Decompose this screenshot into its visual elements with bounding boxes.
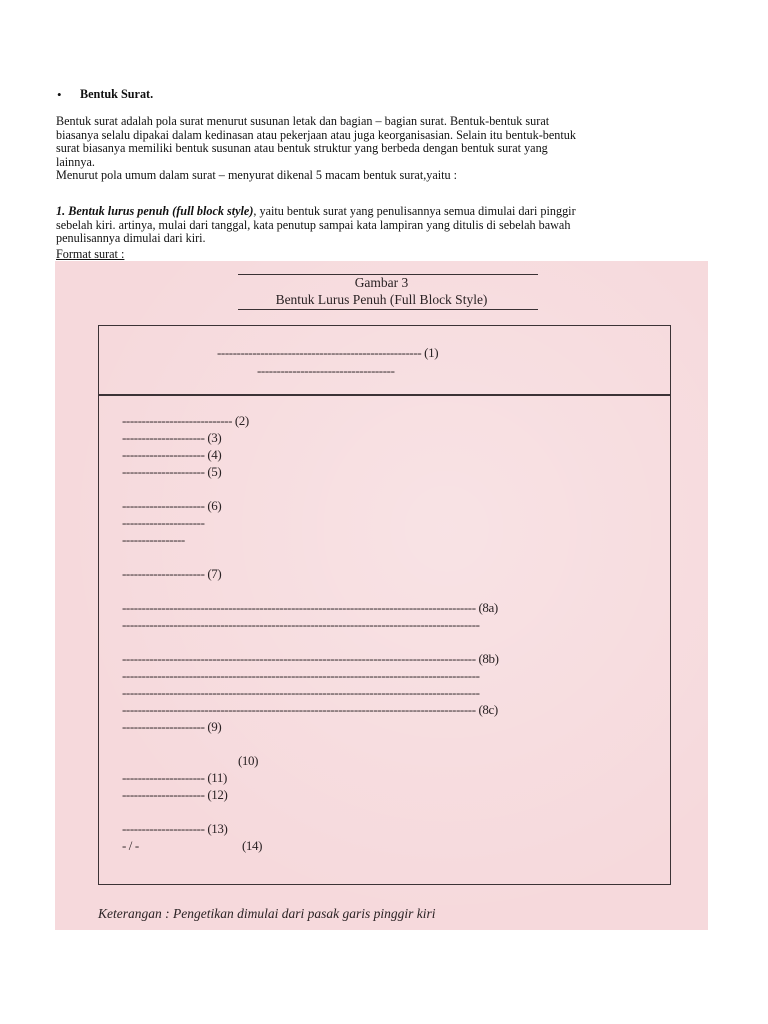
paragraph-line: Menurut pola umum dalam surat – menyurat dikenal 5 macam bentuk surat,yaitu : xyxy=(56,168,458,183)
letter-line: --------------------- (13) xyxy=(122,821,228,836)
letter-line: ----------------------------------- xyxy=(257,363,395,378)
section-heading: Bentuk Surat. xyxy=(80,87,154,101)
letter-line: ------------------------------------------------------------------------------------------ (8c) xyxy=(122,702,498,717)
figure-note: Keterangan : Pengetikan dimulai dari pasak garis pinggir kiri xyxy=(98,906,436,921)
paragraph-line: sebelah kiri. artinya, mulai dari tanggal, kata penutup sampai kata lampiran yang ditulis di sebelah bawah xyxy=(56,217,571,232)
paragraph-line: Bentuk surat adalah pola surat menurut susunan letak dan bagian – bagian surat. Bentuk-bentuk surat xyxy=(56,114,550,128)
figure-subtitle: Bentuk Lurus Penuh (Full Block Style) xyxy=(275,292,488,307)
paragraph-text: , yaitu bentuk surat yang penulisannya semua dimulai dari pinggir xyxy=(253,204,576,218)
style-name: 1. Bentuk lurus penuh (full block style) xyxy=(56,204,254,218)
paragraph-line: penulisannya dimulai dari kiri. xyxy=(56,231,206,246)
letter-line: ------------------------------------------------------------------------------------------ (8b) xyxy=(122,651,499,666)
paragraph-line: surat biasanya memiliki bentuk susunan atau bentuk struktur yang berbeda dengan bentuk surat yang xyxy=(56,141,548,156)
format-label: Format surat : xyxy=(56,247,125,261)
letter-line: - / - xyxy=(122,838,139,853)
letter-line: ---------------------------------------------------- (1) xyxy=(217,345,439,360)
letter-line: --------------------- (11) xyxy=(122,770,227,785)
letter-line: --------------------- (7) xyxy=(122,566,222,581)
letter-line: ------------------------------------------------------------------------------------------- xyxy=(122,617,480,632)
letter-line: --------------------- (4) xyxy=(122,447,222,462)
letter-line: (10) xyxy=(238,753,259,768)
intro-paragraph xyxy=(56,115,716,183)
figure-title: Gambar 3 xyxy=(354,275,409,290)
full-block-paragraph xyxy=(56,205,716,246)
title-rule-bottom xyxy=(238,309,538,310)
paragraph-line: biasanya selalu dipakai dalam kedinasan atau pekerjaan atau juga keorganisasian. Selain itu bentuk-bentuk xyxy=(56,127,576,142)
letter-line: --------------------- (9) xyxy=(122,719,222,734)
letter-line: --------------------- (6) xyxy=(122,498,222,513)
letter-line: (14) xyxy=(242,838,263,853)
letter-line: ---------------- xyxy=(122,532,185,547)
letter-line: ------------------------------------------------------------------------------------------- xyxy=(122,668,480,683)
bullet-icon: • xyxy=(57,87,62,102)
letter-line: --------------------- xyxy=(122,515,205,530)
paragraph-line xyxy=(56,205,716,219)
letter-line: ---------------------------- (2) xyxy=(122,413,249,428)
letter-line: ------------------------------------------------------------------------------------------ (8a) xyxy=(122,600,498,615)
letter-line: --------------------- (5) xyxy=(122,464,222,479)
letterhead-divider xyxy=(98,394,671,396)
letter-line: --------------------- (12) xyxy=(122,787,228,802)
paragraph-line: lainnya. xyxy=(56,154,95,169)
letter-line: ------------------------------------------------------------------------------------------- xyxy=(122,685,480,700)
scanned-figure xyxy=(55,261,708,930)
letter-line: --------------------- (3) xyxy=(122,430,222,445)
